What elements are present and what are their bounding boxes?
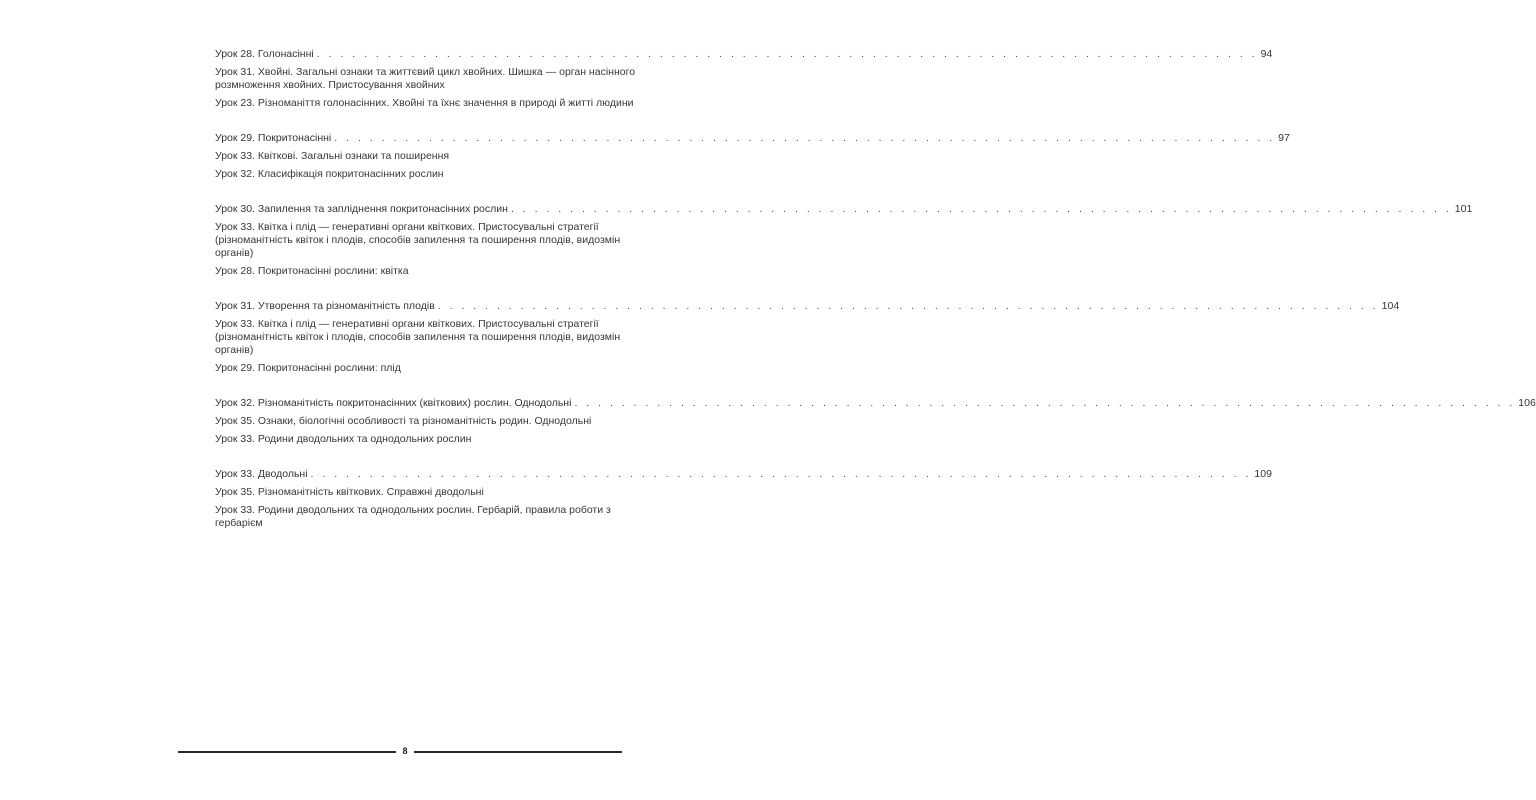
dot-leader: . . . . . . . . . . . . . . . . . . . . . . . . . . . . . . . . . . . . . . . . . . . . . . . . . . . . . . . . . . . . . . . . . . . . . . . . . . . . . . . . xyxy=(316,48,1258,60)
toc-entry-heading[interactable] xyxy=(215,397,1536,410)
page-footer xyxy=(178,744,622,758)
table-of-contents xyxy=(215,48,1536,552)
toc-entry-heading[interactable] xyxy=(215,48,1273,61)
dot-leader: . . . . . . . . . . . . . . . . . . . . . . . . . . . . . . . . . . . . . . . . . . . . . . . . . . . . . . . . . . . . . . . . . . . . . . . . . . . . . . . . xyxy=(574,397,1516,409)
related-lesson-item: Урок 33. Родини дводольних та однодольних рослин xyxy=(215,433,472,445)
dot-leader: . . . . . . . . . . . . . . . . . . . . . . . . . . . . . . . . . . . . . . . . . . . . . . . . . . . . . . . . . . . . . . . . . . . . . . . . . . . . . . . . xyxy=(437,300,1379,312)
footer-rule-right xyxy=(414,751,622,753)
toc-page-number: 94 xyxy=(1260,48,1273,60)
related-lesson-item: Урок 33. Родини дводольних та однодольних рослин. Гербарій, правила роботи з гербарієм xyxy=(215,504,611,529)
related-lesson-item: Урок 33. Квітка і плід — генеративні органи квіткових. Пристосувальні стратегії (різноманітність квіток і плодів, способів запилення та поширення плодів, видозмін органів) xyxy=(215,221,621,259)
page-number: 8 xyxy=(402,746,408,756)
toc-entry-heading[interactable] xyxy=(215,468,1272,481)
toc-entry-title: Урок 29. Покритонасінні xyxy=(215,132,332,144)
related-lesson-item: Урок 32. Класифікація покритонасінних рослин xyxy=(215,168,444,180)
toc-section xyxy=(215,468,1272,530)
toc-section xyxy=(215,203,1473,278)
related-lesson-item: Урок 29. Покритонасінні рослини: плід xyxy=(215,362,401,374)
related-lesson-item: Урок 31. Хвойні. Загальні ознаки та життєвий цикл хвойних. Шишка — орган насінного розмноження хвойних. Пристосування хвойних xyxy=(215,66,636,91)
related-lesson-item: Урок 33. Квіткові. Загальні ознаки та поширення xyxy=(215,150,450,162)
toc-section xyxy=(215,300,1400,375)
toc-entry-title: Урок 31. Утворення та різноманітність плодів xyxy=(215,300,435,312)
toc-entry-title: Урок 33. Дводольні xyxy=(215,468,308,480)
toc-entry-title: Урок 30. Запилення та запліднення покритонасінних рослин xyxy=(215,203,508,215)
toc-page-number: 101 xyxy=(1454,203,1473,215)
related-lesson-item: Урок 35. Ознаки, біологічні особливості та різноманітність родин. Однодольні xyxy=(215,415,592,427)
toc-page-number: 106 xyxy=(1518,397,1536,409)
toc-page-number: 109 xyxy=(1254,468,1272,480)
toc-entry-heading[interactable] xyxy=(215,132,1290,145)
toc-entry-heading[interactable] xyxy=(215,300,1400,313)
related-lesson-item: Урок 28. Покритонасінні рослини: квітка xyxy=(215,265,409,277)
toc-section xyxy=(215,132,1290,181)
footer-rule-left xyxy=(178,751,396,753)
toc-entry-title: Урок 28. Голонасінні xyxy=(215,48,314,60)
dot-leader: . . . . . . . . . . . . . . . . . . . . . . . . . . . . . . . . . . . . . . . . . . . . . . . . . . . . . . . . . . . . . . . . . . . . . . . . . . . . . . . . xyxy=(510,203,1452,215)
toc-section xyxy=(215,48,1273,110)
toc-page-number: 97 xyxy=(1278,132,1290,144)
dot-leader: . . . . . . . . . . . . . . . . . . . . . . . . . . . . . . . . . . . . . . . . . . . . . . . . . . . . . . . . . . . . . . . . . . . . . . . . . . . . . . . . xyxy=(310,468,1252,480)
toc-entry-heading[interactable] xyxy=(215,203,1473,216)
dot-leader: . . . . . . . . . . . . . . . . . . . . . . . . . . . . . . . . . . . . . . . . . . . . . . . . . . . . . . . . . . . . . . . . . . . . . . . . . . . . . . . . xyxy=(334,132,1276,144)
toc-section xyxy=(215,397,1536,446)
related-lesson-item: Урок 35. Різноманітність квіткових. Справжні дводольні xyxy=(215,486,484,498)
related-lesson-item: Урок 23. Різноманіття голонасінних. Хвойні та їхнє значення в природі й житті людини xyxy=(215,97,634,109)
toc-page-number: 104 xyxy=(1381,300,1400,312)
related-lesson-item: Урок 33. Квітка і плід — генеративні органи квіткових. Пристосувальні стратегії (різноманітність квіток і плодів, способів запилення та поширення плодів, видозмін органів) xyxy=(215,318,621,356)
toc-entry-title: Урок 32. Різноманітність покритонасінних (квіткових) рослин. Однодольні xyxy=(215,397,572,409)
